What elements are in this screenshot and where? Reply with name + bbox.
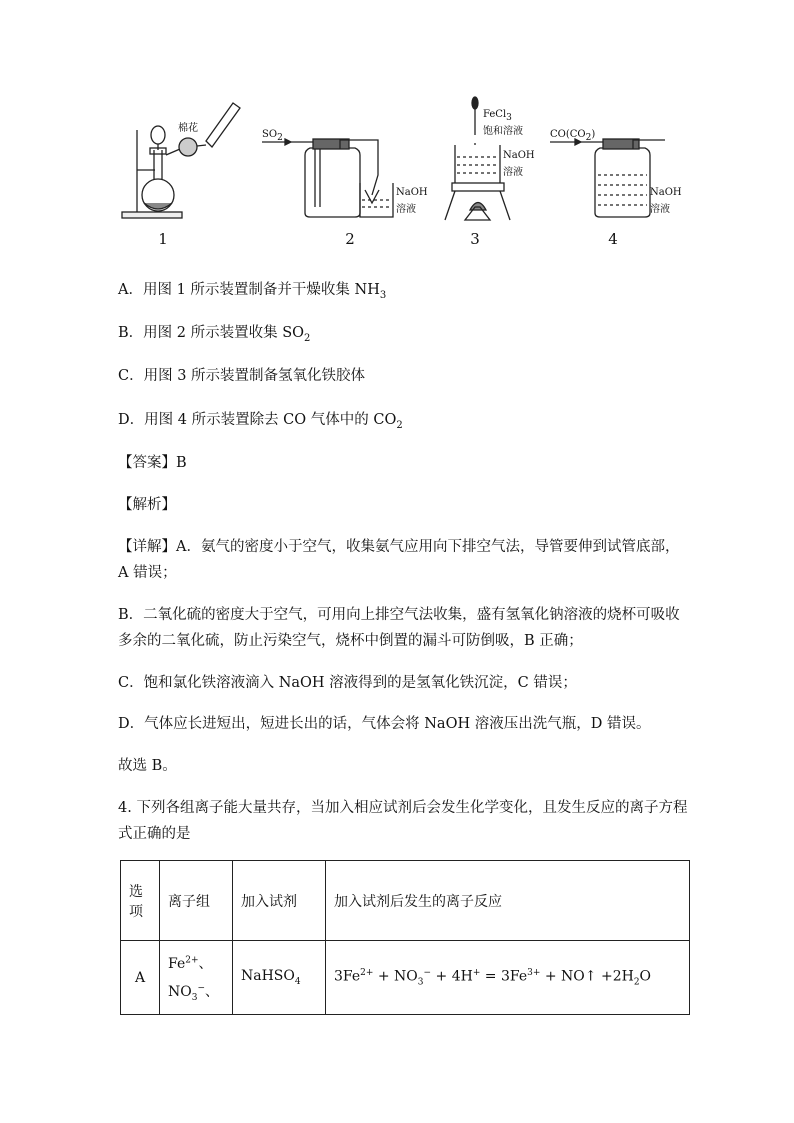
question4-line1: 4. 下列各组离子能大量共存，当加入相应试剂后会发生化学变化，且发生反应的离子方程 <box>118 800 688 816</box>
eq-part: = 3Fe <box>480 968 528 985</box>
option-d-sub: 2 <box>396 419 403 431</box>
detail-a-line1: 【详解】A．氨气的密度小于空气，收集氨气应用向下排空气法，导管要伸到试管底部， <box>118 539 680 555</box>
fig-label-3: 3 <box>470 230 480 248</box>
option-a-sub: 3 <box>379 289 387 301</box>
option-c: C．用图 3 所示装置制备氢氧化铁胶体 <box>118 368 366 384</box>
fig4-gas-label <box>550 129 595 143</box>
ion2-text: NO <box>168 983 192 1000</box>
fig2-liquid-label-1: NaOH <box>396 187 428 198</box>
eq-sub: 2 <box>633 977 640 988</box>
fig2-gas-label <box>262 129 283 143</box>
eq-part: + NO <box>373 968 418 985</box>
eq-sub: 3 <box>417 977 424 988</box>
option-d <box>118 410 403 436</box>
fig4-gas-end: ) <box>591 129 596 140</box>
fig3-reagent-label-2: 饱和溶液 <box>483 126 523 137</box>
row-a-option: A <box>121 941 160 1015</box>
eq-sup: + <box>472 967 481 978</box>
option-b-text: B．用图 2 所示装置收集 SO <box>118 325 305 341</box>
row-a-reagent <box>233 941 326 1015</box>
fig-label-4: 4 <box>608 230 618 248</box>
row-a-ion2 <box>168 981 224 1003</box>
row-a-ions <box>160 941 233 1015</box>
header-option: 选项 <box>121 861 160 941</box>
detail-d-line: D．气体应长进短出，短进长出的话，气体会将 NaOH 溶液压出洗气瓶，D 错误。 <box>118 716 651 732</box>
fig4-liquid-label-1: NaOH <box>650 187 682 198</box>
detail-c-line: C．饱和氯化铁溶液滴入 NaOH 溶液得到的是氢氧化铁沉淀，C 错误； <box>118 675 577 691</box>
fig3-liquid-label-2: 溶液 <box>503 167 523 178</box>
detail-a-line2: A 错误； <box>118 565 177 581</box>
ion2-sub: 3 <box>191 992 198 1003</box>
eq-part: O <box>639 968 652 985</box>
fig1-cotton-label: 棉花 <box>178 123 198 134</box>
fig3-reagent-label-1 <box>483 109 512 123</box>
table-row <box>121 941 690 1015</box>
fig4-liquid-label-2: 溶液 <box>650 204 670 215</box>
conclusion: 故选 B。 <box>118 758 177 774</box>
reagent-text: NaHSO <box>241 968 295 985</box>
eq-part: + 4H <box>431 968 473 985</box>
fig4-gas-text: CO(CO <box>550 129 586 140</box>
option-b <box>118 323 310 349</box>
fig3-reagent-text: FeCl <box>483 109 507 120</box>
answer: 【答案】B <box>118 455 187 471</box>
fig2-liquid-label-2: 溶液 <box>396 204 416 215</box>
eq-part: + NO↑ +2H <box>540 968 634 985</box>
ion1-text: Fe <box>168 955 186 972</box>
question4-line2: 式正确的是 <box>118 826 191 842</box>
ion1-sep: 、 <box>198 955 213 972</box>
header-reaction: 加入试剂后发生的离子反应 <box>326 861 690 941</box>
apparatus-figures <box>110 95 690 255</box>
eq-sup: − <box>423 967 432 978</box>
table-header-row <box>121 861 690 941</box>
option-a-text: A．用图 1 所示装置制备并干燥收集 NH <box>118 282 380 298</box>
fig-label-2: 2 <box>345 230 355 248</box>
row-a-ion1 <box>168 953 224 973</box>
fig2-gas-text: SO <box>262 129 278 140</box>
option-b-sub: 2 <box>304 332 311 344</box>
reagent-sub: 4 <box>294 976 301 987</box>
option-d-text: D．用图 4 所示装置除去 CO 气体中的 CO <box>118 412 397 428</box>
ion2-sup: − <box>197 982 206 993</box>
eq-sup: 2+ <box>360 967 374 978</box>
fig4-gas-sub: 2 <box>585 133 592 143</box>
eq-sup: 3+ <box>527 967 541 978</box>
ion-table <box>120 860 690 1015</box>
fig-label-1: 1 <box>158 230 168 248</box>
header-reagent: 加入试剂 <box>233 861 326 941</box>
header-ion-group: 离子组 <box>160 861 233 941</box>
ion2-sep: 、 <box>205 983 220 1000</box>
analysis-title: 【解析】 <box>118 497 176 513</box>
row-a-equation <box>326 941 690 1015</box>
fig2-gas-sub: 2 <box>277 133 283 143</box>
ion1-sup: 2+ <box>185 954 199 965</box>
detail-b-line1: B．二氧化硫的密度大于空气，可用向上排空气法收集，盛有氢氧化钠溶液的烧杯可吸收 <box>118 607 680 623</box>
fig3-liquid-label-1: NaOH <box>503 150 535 161</box>
eq-part: 3Fe <box>334 968 361 985</box>
detail-b-line2: 多余的二氧化硫，防止污染空气，烧杯中倒置的漏斗可防倒吸，B 正确； <box>118 633 583 649</box>
fig3-reagent-sub: 3 <box>506 113 512 123</box>
option-a <box>118 280 386 306</box>
